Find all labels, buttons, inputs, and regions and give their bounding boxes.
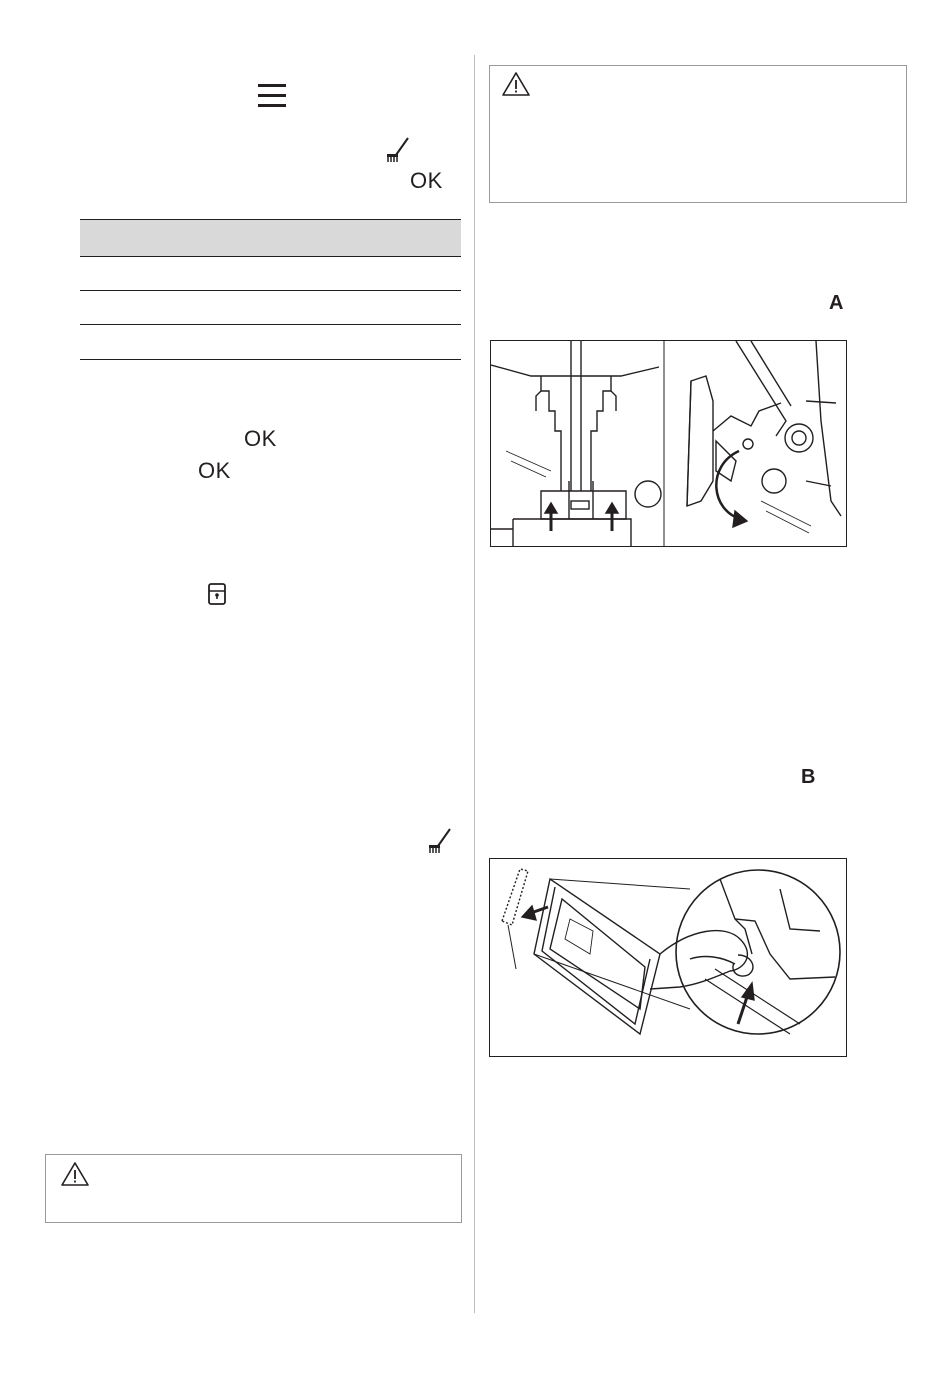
brush-icon (428, 828, 452, 854)
ok-label: OK (198, 458, 231, 483)
warning-box (489, 65, 907, 203)
warning-icon (501, 71, 531, 97)
figure-b-illustration (490, 859, 846, 1056)
ok-label: OK (410, 168, 443, 193)
table-row-divider (80, 290, 461, 291)
figure-label: B (801, 766, 816, 788)
warning-icon (60, 1161, 90, 1187)
table-row-divider (80, 324, 461, 325)
figure-label: A (829, 292, 844, 314)
table-header (80, 219, 461, 257)
warning-box (45, 1154, 462, 1223)
figure-b (489, 858, 847, 1057)
lock-icon (208, 583, 226, 605)
figure-a (490, 340, 847, 547)
figure-a-illustration (491, 341, 846, 546)
ok-label: OK (244, 426, 277, 451)
brush-icon (386, 137, 410, 163)
column-divider (474, 55, 475, 1313)
table-bottom-rule (80, 359, 461, 360)
menu-icon (258, 83, 288, 109)
